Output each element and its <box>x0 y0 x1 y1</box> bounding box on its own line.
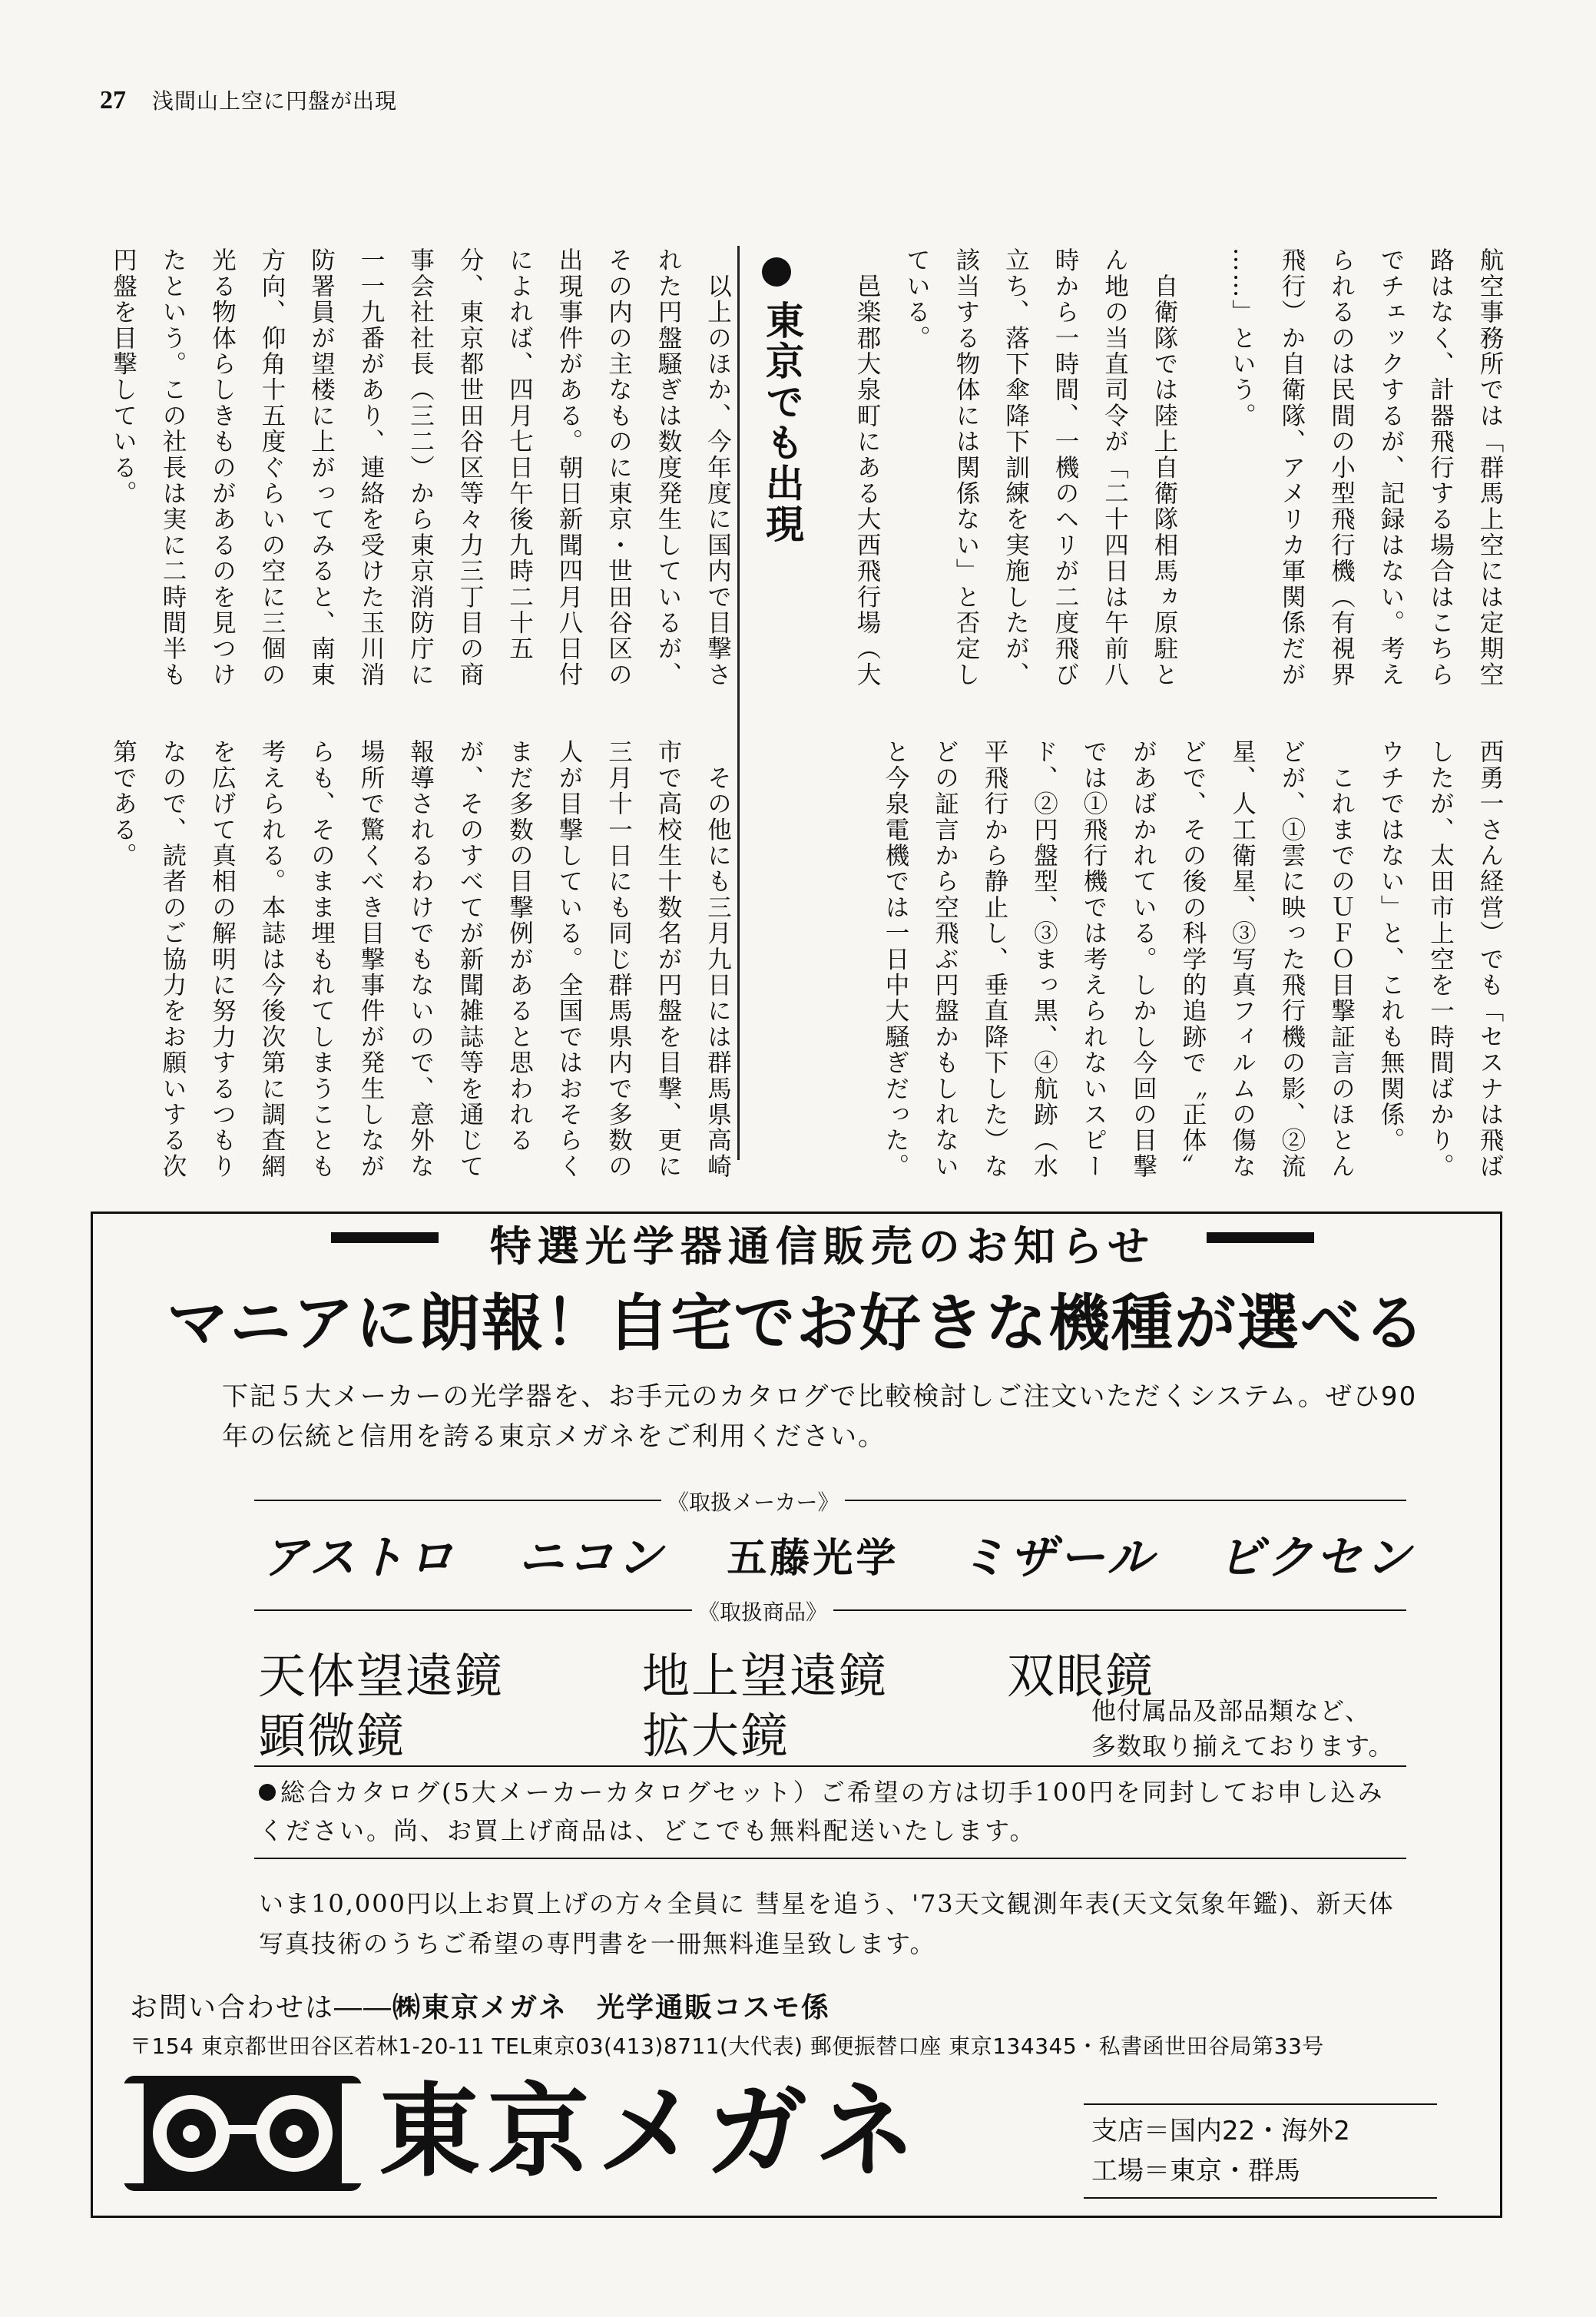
branch-count: 支店＝国内22・海外2 <box>1091 2116 1350 2146</box>
maker-vixen: ビクセン <box>1217 1531 1414 1585</box>
advertisement <box>91 1212 1502 2218</box>
maker-astro: アストロ <box>262 1531 457 1585</box>
maker-goto: 五藤光学 <box>727 1534 899 1582</box>
page-header <box>100 85 397 115</box>
product-binoculars: 双眼鏡 <box>1007 1648 1155 1704</box>
promo-text: いま10,000円以上お買上げの方々全員に 彗星を追う、'73天文観測年表(天文気象年鑑)、新天体写真技術のうちご希望の専門書を一冊無料進呈致します。 <box>259 1889 1395 1958</box>
bullet-icon <box>259 1784 276 1801</box>
maker-nikon: ニコン <box>518 1531 666 1585</box>
inquiry-line <box>130 1986 830 2025</box>
article-column-top-left: 以上のほか、今年度に国内で目撃さ れた円盤騒ぎは数度発生しているが、 その内の主なものに東京・世田谷区の 出現事件がある。朝日新聞四月八日付 によれば、四月七日午後九時二十五 分、東京都世田谷区等々力三丁目の商 事会社社長（三二）から東京消防庁に 一一九番があり、連絡を受けた玉川消 防署員が望楼に上がってみると、南東 方向、仰角十五度ぐらいの空に三個の 光る物体らしきものがあるのを見つけ たという。この社長は実に二時間半も 円盤を目撃している。 <box>109 247 732 688</box>
ad-title-strip <box>331 1218 1314 1271</box>
contact-address: 〒154 東京都世田谷区若林1-20-11 TEL東京03(413)8711(大代表) 郵便振替口座 東京134345・私書函世田谷局第33号 <box>130 2034 1324 2059</box>
catalog-divider-bottom <box>254 1858 1406 1859</box>
article-column-top-mid: 自衛隊では陸上自衛隊相馬ヵ原駐と ん地の当直司令が「二十四日は午前八 時から一時間、一機のヘリが二度飛び 立ち、落下傘降下訓練を実施したが、 該当する物体には関係ない」と否定し ている。 邑楽郡大泉町にある大西飛行場（大 <box>853 247 1178 688</box>
glasses-logo-icon <box>124 2076 362 2191</box>
bullet-icon <box>762 257 791 287</box>
section-heading: 東京でも出現 <box>760 300 804 545</box>
product-terrestrial-telescope: 地上望遠鏡 <box>642 1648 889 1704</box>
page-number: 27 <box>100 86 126 114</box>
makers-label: 《取扱メーカー》 <box>661 1486 845 1516</box>
ad-headline: マニアに朗報！自宅でお好きな機種が選べる <box>167 1287 1426 1359</box>
ad-intro: 下記５大メーカーの光学器を、お手元のカタログで比較検討しご注文いただくシステム。ぜひ90年の伝統と信用を誇る東京メガネをご利用ください。 <box>222 1381 1418 1452</box>
ad-strip-title: 特選光学器通信販売のお知らせ <box>489 1222 1156 1271</box>
products-label: 《取扱商品》 <box>692 1596 833 1626</box>
company-logo-text: 東京メガネ <box>379 2073 924 2191</box>
section-heading-block <box>751 257 805 749</box>
article-column-top-right: 航空事務所では「群馬上空には定期空 路はなく、計器飛行する場合はこちら でチェックするが、記録はない。考え られるのは民間の小型飛行機（有視界 飛行）か自衛隊、アメリカ軍関係だが ……」という。 <box>1228 247 1504 688</box>
factory-locations: 工場＝東京・群馬 <box>1091 2156 1300 2186</box>
inquiry-prefix: お問い合わせは―― <box>130 1992 393 2024</box>
article-column-bottom-left: その他にも三月九日には群馬県高崎 市で高校生十数名が円盤を目撃、更に 三月十一日にも同じ群馬県内で多数の 人が目撃している。全国ではおそらく まだ多数の目撃例があると思われる が、そのすべてが新聞雑誌等を通じて 報導されるわけでもないので、意外な 場所で驚くべき目撃事件が発生しなが らも、そのまま埋もれてしまうことも 考えられる。本誌は今後次第に調査網 を広げて真相の解明に努力するつもり なので、読者のご協力をお願いする次 第である。 <box>109 739 732 1179</box>
product-astronomical-telescope: 天体望遠鏡 <box>258 1648 505 1704</box>
catalog-divider <box>254 1765 1406 1767</box>
maker-mizar: ミザール <box>960 1531 1157 1585</box>
product-microscope: 顕微鏡 <box>258 1708 406 1764</box>
running-title: 浅間山上空に円盤が出現 <box>152 88 398 114</box>
products-note: 他付属品及部品類など、 多数取り揃えております。 <box>1091 1696 1394 1761</box>
branch-info <box>1084 2103 1437 2199</box>
product-magnifier: 拡大鏡 <box>642 1708 790 1764</box>
inquiry-company: ㈱東京メガネ 光学通販コスモ係 <box>392 1992 831 2024</box>
article-column-bottom-right: 西勇一さん経営）でも「セスナは飛ば したが、太田市上空を一時間ばかり。 ウチではない」と、これも無関係。 これまでのＵＦＯ目撃証言のほとん どが、①雲に映った飛行機の影、②流 星、人工衛星、③写真フィルムの傷な どで、その後の科学的追跡で〝正体〟 があばかれている。しかし今回の目撃 では①飛行機では考えられないスピー ド、②円盤型、③まっ黒、④航跡（水 平飛行から静止し、垂直降下した）な どの証言から空飛ぶ円盤かもしれない と今泉電機では一日中大騒ぎだった。 <box>882 739 1504 1179</box>
catalog-text: 総合カタログ(5大メーカーカタログセット）ご希望の方は切手100円を同封してお申し込みください。尚、お買上げ商品は、どこでも無料配送いたします。 <box>259 1778 1385 1845</box>
makers-list <box>262 1521 1414 1587</box>
catalog-notice <box>259 1773 1396 1850</box>
